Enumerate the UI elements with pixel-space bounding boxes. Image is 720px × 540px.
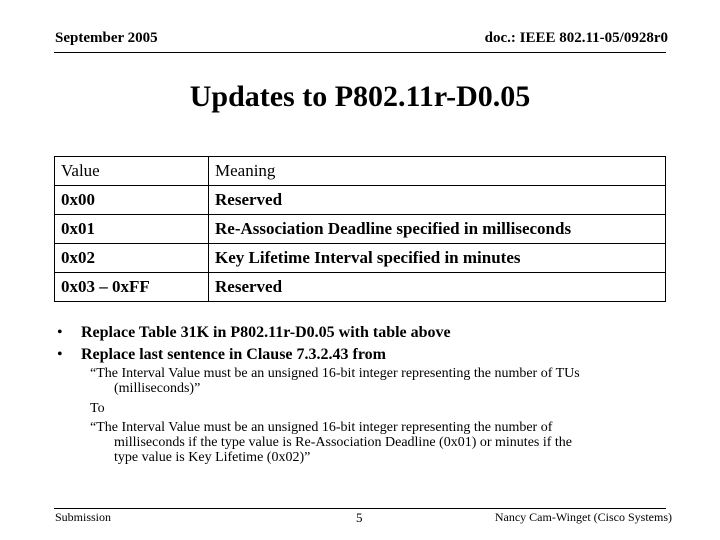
old-sentence-line: (milliseconds)” xyxy=(114,381,201,396)
new-sentence-line: “The Interval Value must be an unsigned 16-bit integer representing the number of xyxy=(90,420,553,435)
bullet-text: Replace Table 31K in P802.11r-D0.05 with table above xyxy=(81,324,451,341)
bullet-text: Replace last sentence in Clause 7.3.2.43 from xyxy=(81,346,386,363)
table-cell-meaning: Reserved xyxy=(209,186,666,215)
old-sentence-line: “The Interval Value must be an unsigned 16-bit integer representing the number of TUs xyxy=(90,366,580,381)
new-sentence-line: milliseconds if the type value is Re-Association Deadline (0x01) or minutes if the xyxy=(114,435,573,450)
footer-author: Nancy Cam-Winget (Cisco Systems) xyxy=(494,510,672,524)
header-rule xyxy=(54,52,666,53)
new-sentence xyxy=(90,420,690,465)
table-header-meaning: Meaning xyxy=(209,157,666,186)
footer-rule xyxy=(54,508,666,509)
bullet-dot-icon: • xyxy=(57,346,63,363)
table-row xyxy=(55,273,666,302)
table-header-row xyxy=(55,157,666,186)
table-row xyxy=(55,186,666,215)
table-row xyxy=(55,244,666,273)
table-row xyxy=(55,215,666,244)
footer-page-number: 5 xyxy=(356,510,363,525)
table-header-value: Value xyxy=(55,157,209,186)
header-doc-id: doc.: IEEE 802.11-05/0928r0 xyxy=(484,30,668,46)
table-cell-meaning: Re-Association Deadline specified in milliseconds xyxy=(209,215,666,244)
table-cell-meaning: Key Lifetime Interval specified in minutes xyxy=(209,244,666,273)
table-cell-value: 0x03 – 0xFF xyxy=(55,273,209,302)
header-date: September 2005 xyxy=(55,30,158,46)
list-item xyxy=(55,344,451,366)
to-label: To xyxy=(90,401,105,416)
interval-type-table xyxy=(54,156,666,302)
table-cell-value: 0x02 xyxy=(55,244,209,273)
old-sentence xyxy=(90,366,690,396)
list-item xyxy=(55,322,451,344)
table-cell-value: 0x00 xyxy=(55,186,209,215)
new-sentence-line: type value is Key Lifetime (0x02)” xyxy=(114,450,311,465)
table-cell-value: 0x01 xyxy=(55,215,209,244)
footer-submission: Submission xyxy=(55,510,112,524)
bullet-dot-icon: • xyxy=(57,324,63,341)
table-cell-meaning: Reserved xyxy=(209,273,666,302)
bullet-list xyxy=(55,322,451,366)
slide-title: Updates to P802.11r-D0.05 xyxy=(189,80,531,113)
